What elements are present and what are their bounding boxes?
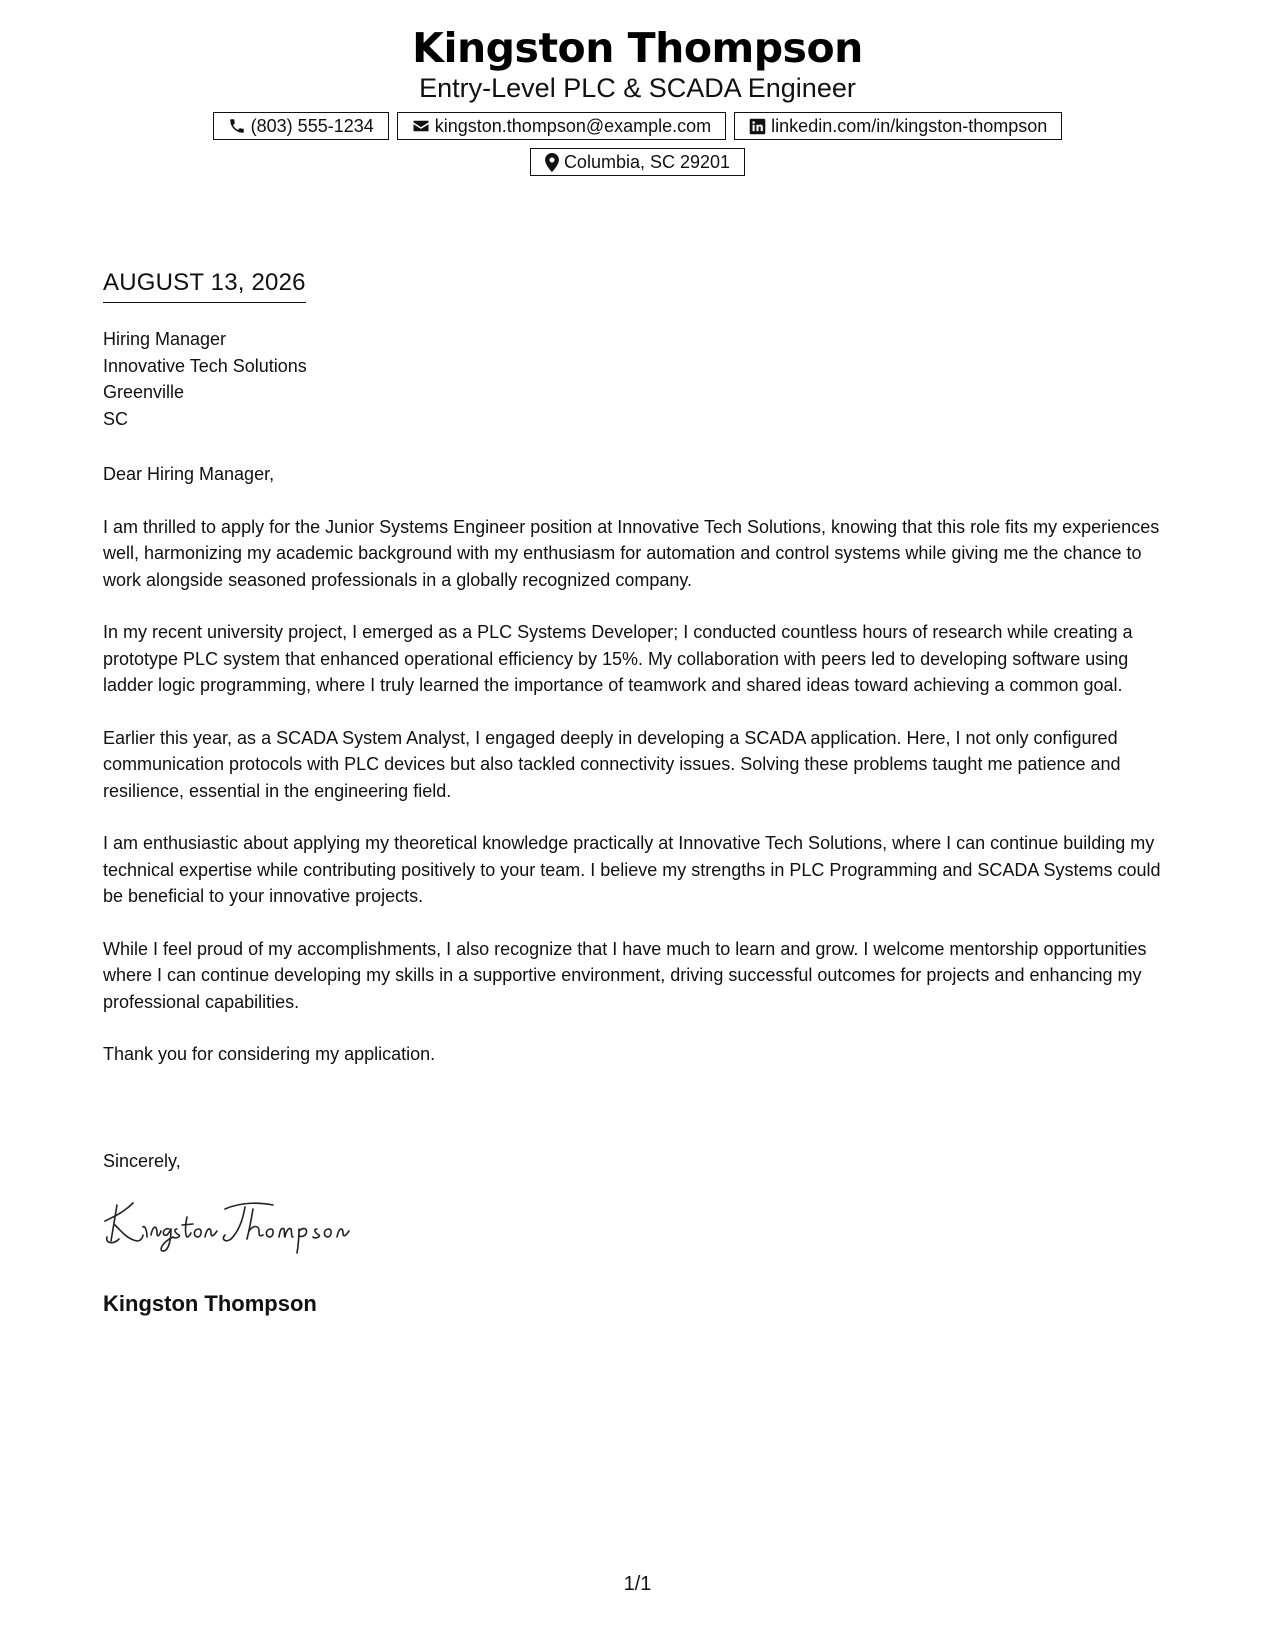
paragraph: In my recent university project, I emerged as a PLC Systems Developer; I conducted countless hours of research while creating a prototype PLC system that enhanced operational efficiency by 15%. My collaboration with peers led to developing software using ladder logic programming, where I truly learned the importance of teamwork and shared ideas toward achieving a common goal. — [103, 622, 1133, 695]
contact-row — [0, 112, 1275, 140]
linkedin-icon — [749, 118, 766, 135]
letter-header — [0, 22, 1275, 176]
linkedin-text: linkedin.com/in/kingston-thompson — [771, 115, 1048, 136]
location-text: Columbia, SC 29201 — [563, 151, 731, 172]
recipient-company: Innovative Tech Solutions — [103, 355, 307, 376]
email-chip[interactable] — [397, 112, 726, 140]
handwritten-signature — [103, 1195, 363, 1255]
phone-text: (803) 555-1234 — [250, 115, 374, 136]
recipient-city: Greenville — [103, 382, 185, 402]
greeting: Dear Hiring Manager, — [103, 464, 275, 484]
paragraph: I am thrilled to apply for the Junior Systems Engineer position at Innovative Tech Solutions, knowing that this role fits my experiences well, harmonizing my academic background with my enthusiasm for automation and control systems while giving me the chance to work alongside seasoned professionals in a globally recognized company. — [103, 516, 1160, 590]
applicant-name: Kingston Thompson — [412, 24, 863, 72]
phone-chip[interactable] — [213, 112, 389, 140]
signed-name: Kingston Thompson — [103, 1291, 317, 1316]
envelope-icon — [412, 117, 430, 135]
email-text: kingston.thompson@example.com — [434, 115, 712, 136]
recipient-block — [103, 326, 307, 432]
paragraph: Earlier this year, as a SCADA System Analyst, I engaged deeply in developing a SCADA application. Here, I not only configured communication protocols with PLC devices but also tackled connectivity issues. Solving these problems taught me patience and resilience, essential in the engineering field. — [103, 727, 1121, 801]
contact-row-location — [0, 148, 1275, 176]
closing: Sincerely, — [103, 1151, 181, 1171]
signature-image — [103, 1195, 363, 1255]
phone-icon — [228, 117, 246, 135]
location-chip[interactable] — [530, 148, 745, 176]
linkedin-chip[interactable] — [734, 112, 1062, 140]
paragraph: Thank you for considering my application. — [103, 1044, 436, 1064]
applicant-role: Entry-Level PLC & SCADA Engineer — [419, 73, 856, 103]
paragraph: While I feel proud of my accomplishments, I also recognize that I have much to learn and grow. I welcome mentorship opportunities where I can continue developing my skills in a supportive environment, driving successful outcomes for projects and enhancing my professional capabilities. — [103, 938, 1147, 1012]
page-indicator: 1/1 — [623, 1573, 652, 1595]
recipient-state: SC — [103, 408, 129, 429]
map-marker-icon — [545, 153, 559, 172]
letter-body — [103, 461, 1178, 1094]
letter-date: AUGUST 13, 2026 — [103, 268, 306, 303]
paragraph: I am enthusiastic about applying my theoretical knowledge practically at Innovative Tech Solutions, where I can continue building my technical expertise while contributing positively to your team. I believe my strengths in PLC Programming and SCADA Systems could be beneficial to your innovative projects. — [103, 833, 1161, 906]
recipient-title: Hiring Manager — [103, 329, 227, 349]
